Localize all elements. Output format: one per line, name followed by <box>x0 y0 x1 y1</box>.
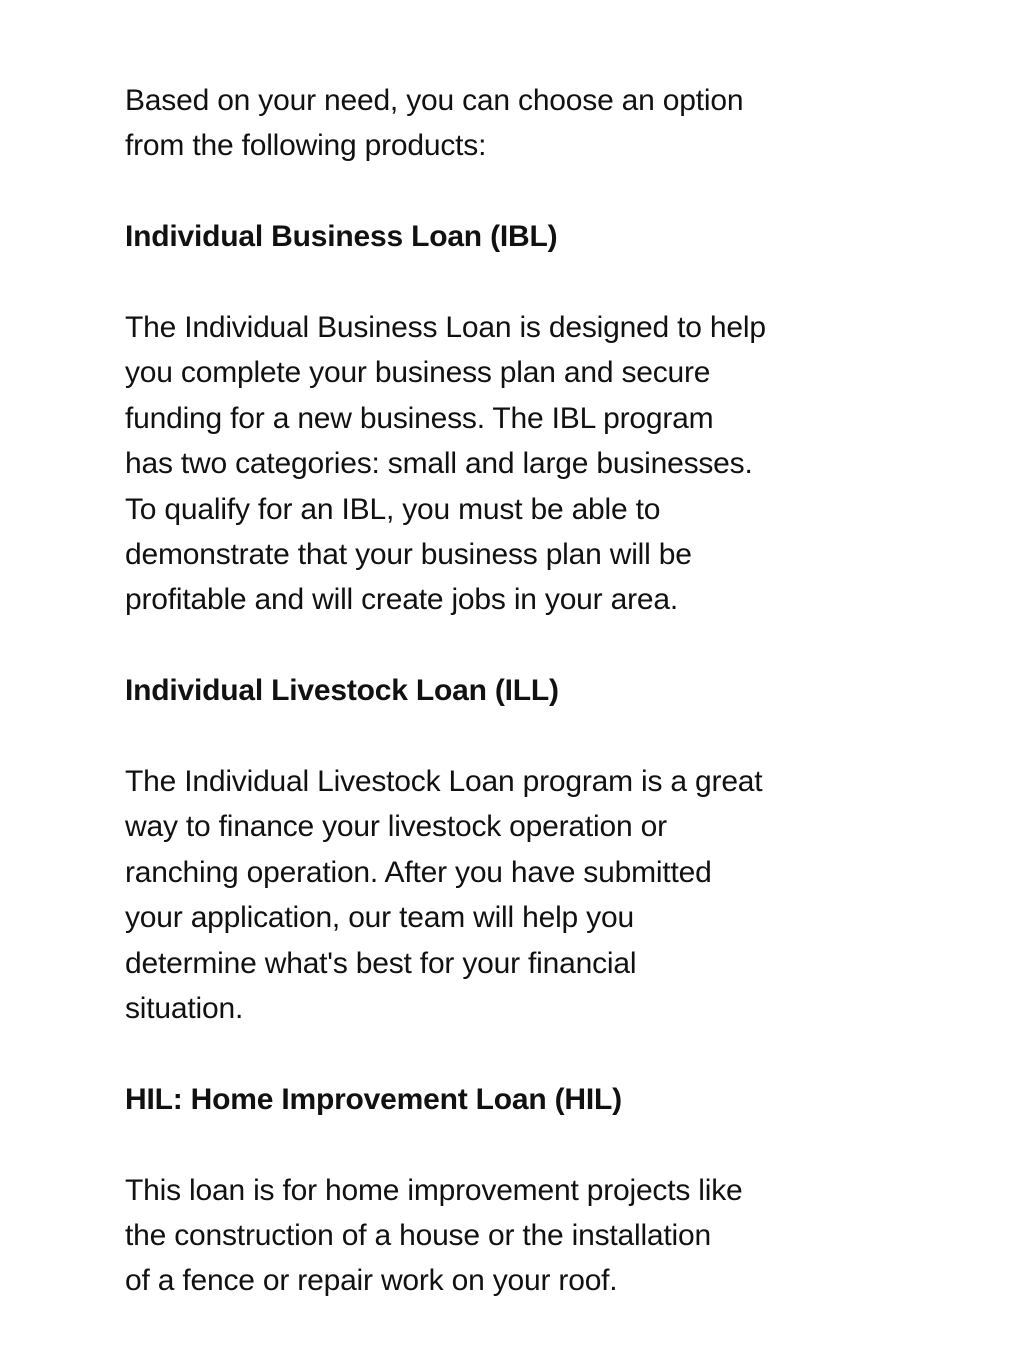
section-ill <box>125 668 885 1031</box>
body-line: ranching operation. After you have submitted <box>125 855 712 889</box>
spacer <box>125 1122 885 1167</box>
body-line: The Individual Livestock Loan program is a great <box>125 765 763 799</box>
spacer <box>125 260 885 305</box>
body-line: This loan is for home improvement projects like <box>125 1173 743 1207</box>
section-heading: Individual Livestock Loan (ILL) <box>125 674 559 708</box>
body-line: demonstrate that your business plan will be <box>125 538 692 572</box>
body-line: of a fence or repair work on your roof. <box>125 1264 618 1298</box>
spacer <box>125 1031 885 1076</box>
section-body <box>125 305 885 623</box>
body-line: determine what's best for your financial <box>125 946 637 980</box>
section-body <box>125 1168 885 1304</box>
body-line: the construction of a house or the installation <box>125 1219 711 1253</box>
body-line: funding for a new business. The IBL program <box>125 401 714 435</box>
body-line: To qualify for an IBL, you must be able to <box>125 492 661 526</box>
body-line: The Individual Business Loan is designed to help <box>125 311 766 344</box>
spacer <box>125 714 885 759</box>
section-hil <box>125 1077 885 1304</box>
body-line: way to finance your livestock operation or <box>125 810 667 844</box>
body-line: situation. <box>125 992 244 1026</box>
section-heading: HIL: Home Improvement Loan (HIL) <box>125 1082 622 1116</box>
intro-line: from the following products: <box>125 129 487 163</box>
body-line: has two categories: small and large businesses. <box>125 447 753 481</box>
section-body <box>125 759 885 1031</box>
body-line: profitable and will create jobs in your area. <box>125 583 678 617</box>
spacer <box>125 169 885 214</box>
intro-paragraph <box>125 78 885 169</box>
intro-line: Based on your need, you can choose an option <box>125 84 744 117</box>
section-ibl <box>125 214 885 623</box>
section-heading: Individual Business Loan (IBL) <box>125 220 558 254</box>
body-line: you complete your business plan and secure <box>125 356 711 390</box>
spacer <box>125 623 885 668</box>
document-page <box>125 78 885 1304</box>
body-line: your application, our team will help you <box>125 901 634 935</box>
